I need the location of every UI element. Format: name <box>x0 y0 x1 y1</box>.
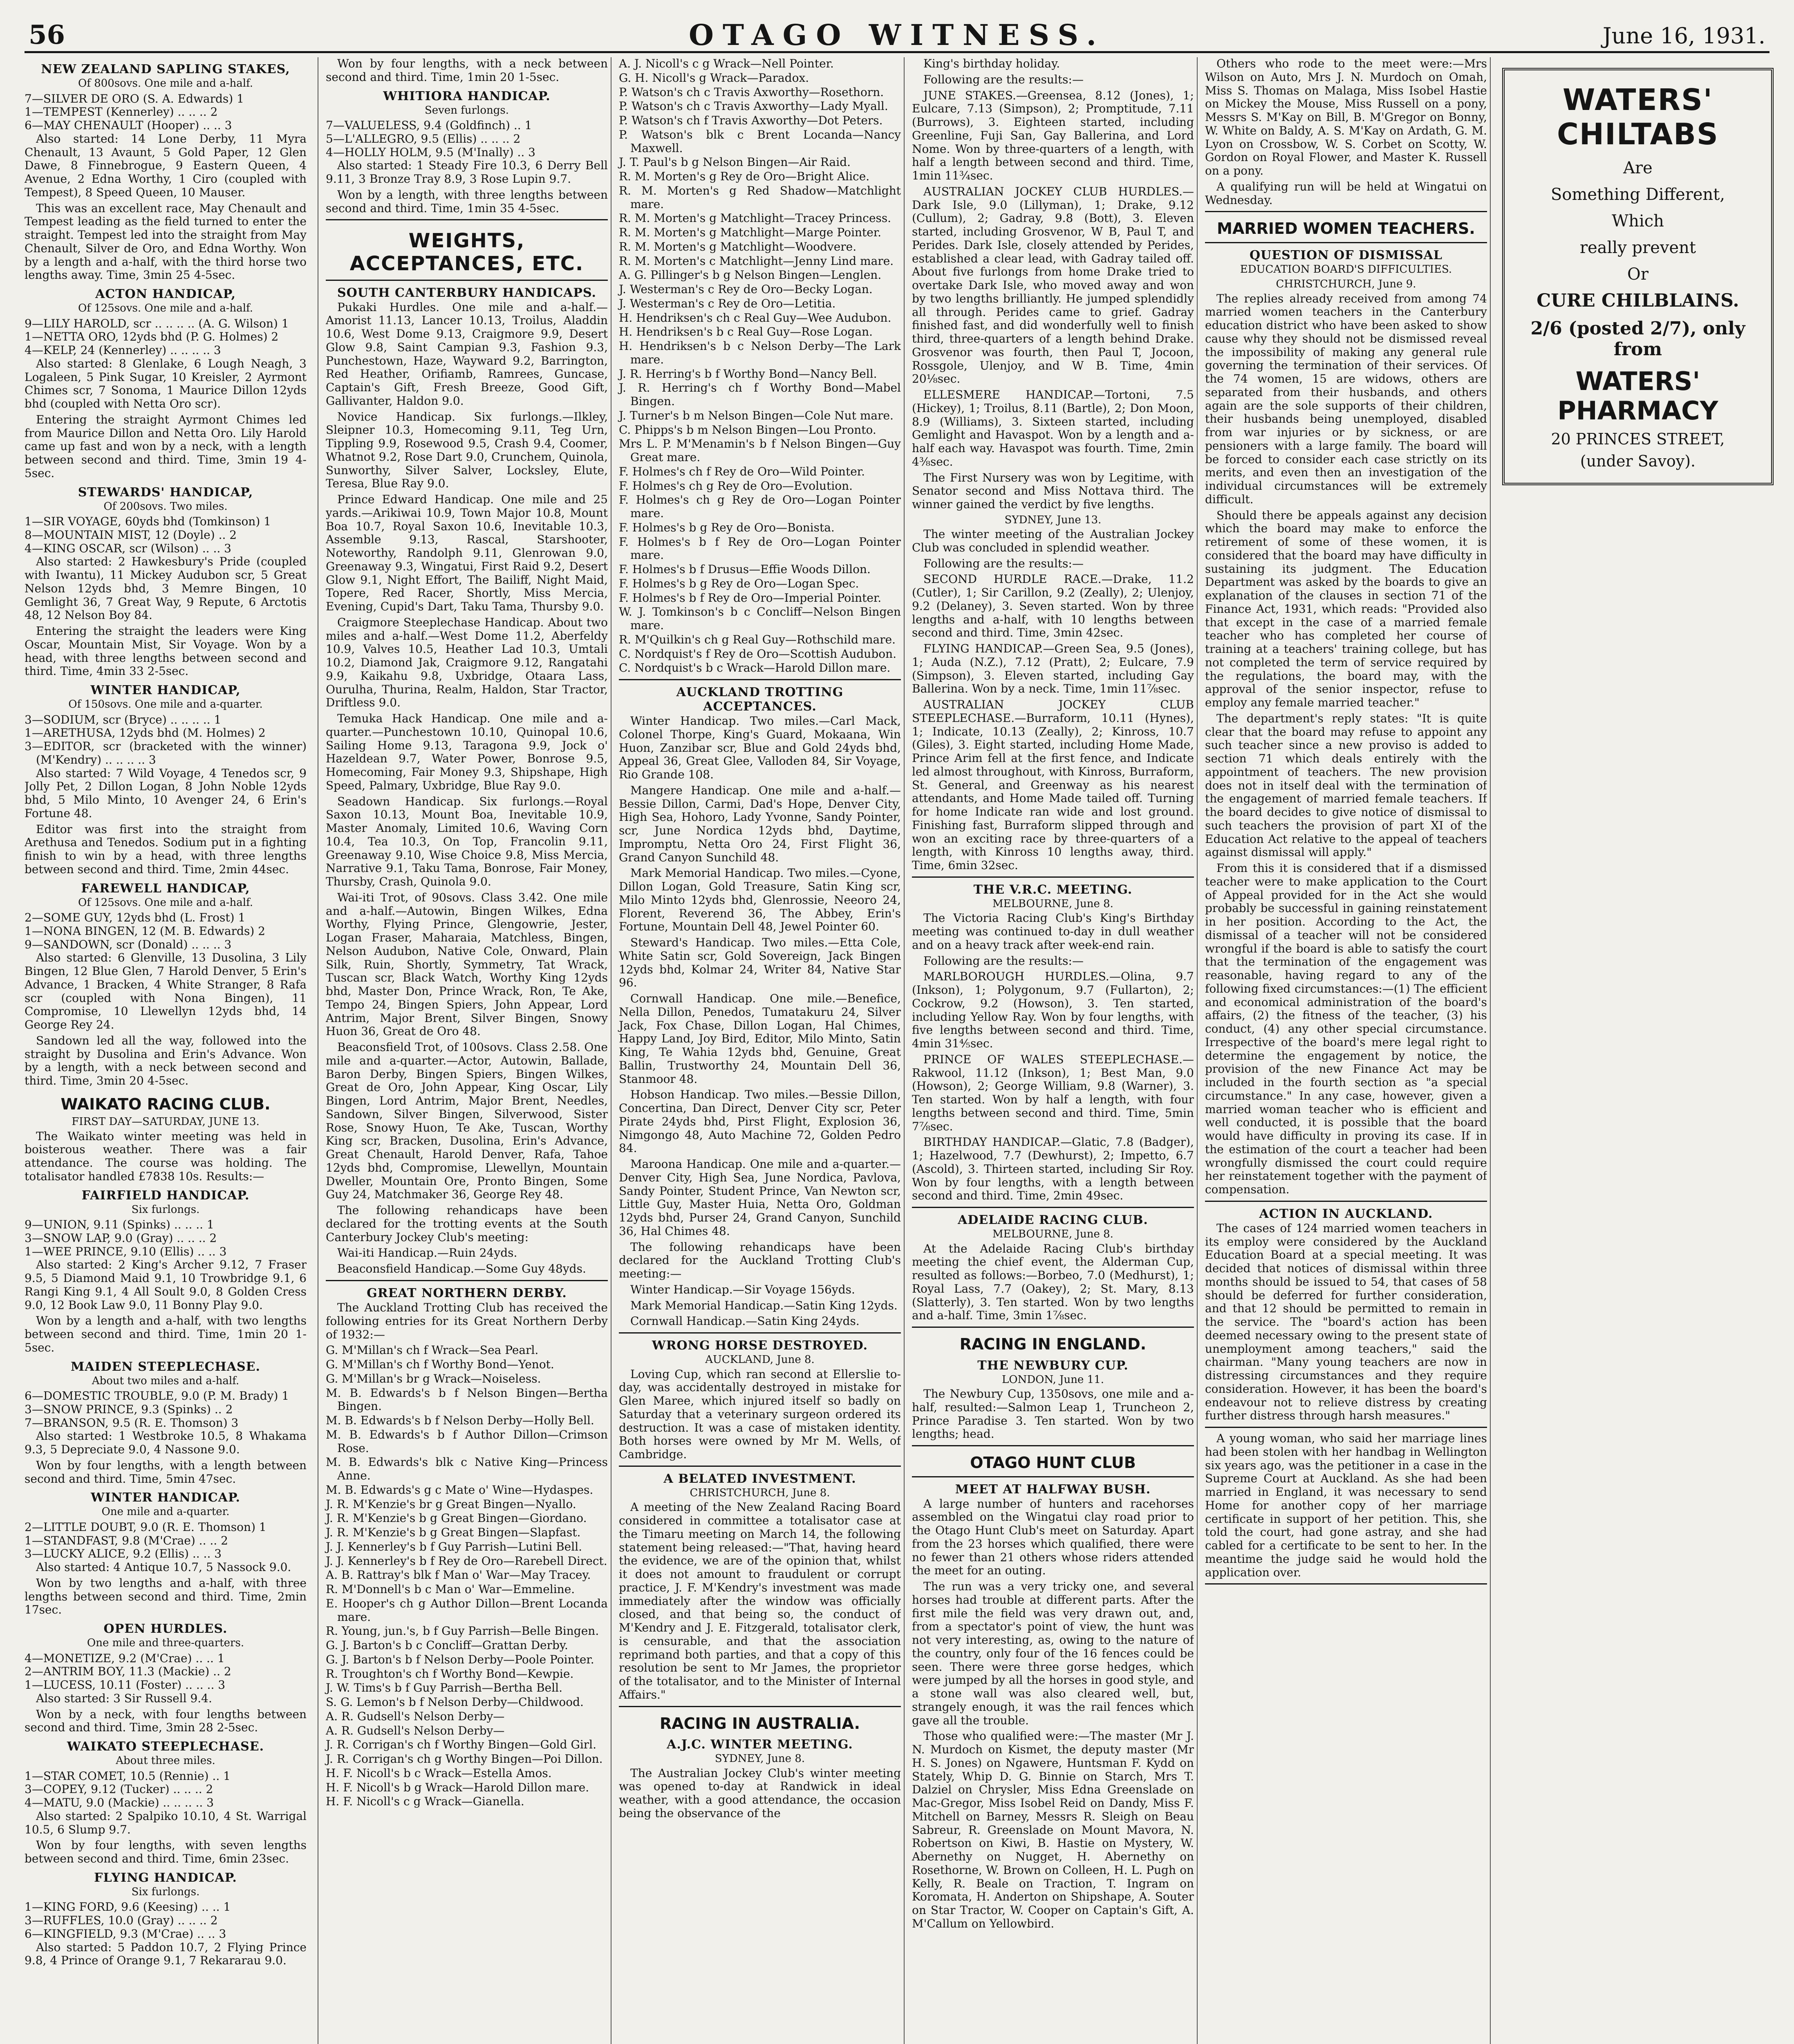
column-5 <box>1197 57 1487 2044</box>
heading-otago-hunt: OTAGO HUNT CLUB <box>970 1454 1136 1472</box>
result-line: 2—LITTLE DOUBT, 9.0 (R. E. Thomson) 1 <box>25 1520 267 1534</box>
paragraph: Beaconsfield Handicap.—Some Guy 48yds. <box>337 1262 586 1276</box>
dateline: AUCKLAND, June 8. <box>705 1354 815 1366</box>
result-line: 3—EDITOR, scr (bracketed with the winner) (M'Kendry) .. .. .. .. 3 <box>25 740 307 766</box>
paragraph: Won by two lengths and a-half, with three lengths between second and third. Time, 2min 17sec. <box>25 1576 307 1617</box>
result-line: 1—LUCESS, 10.11 (Foster) .. .. .. 3 <box>25 1678 226 1692</box>
newspaper-title: OTAGO WITNESS. <box>689 18 1105 52</box>
divider <box>1205 1427 1487 1428</box>
ad-brand: WATERS' CHILTABS <box>1557 83 1719 152</box>
result-line: 1—KING FORD, 9.6 (Keesing) .. .. 1 <box>25 1900 231 1914</box>
entry-line: F. Holmes's b f Drusus—Effie Woods Dillon. <box>619 563 871 576</box>
heading-married-women: MARRIED WOMEN TEACHERS. <box>1217 220 1475 238</box>
paragraph: Cornwall Handicap.—Satin King 24yds. <box>630 1314 860 1328</box>
paragraph: At the Adelaide Racing Club's birthday meeting the chief event, the Alderman Cup, resulted as follows:—Borbeo, 7.0 (Medhurst), 1; Royal Lass, 7.7 (Oakey), 2; St. Mary, 8.13 (Slatterly), 3. Ten started. Won by two lengths and a-half. Time, 3min 1⅞sec. <box>912 1242 1194 1322</box>
paragraph: Also started: 3 Sir Russell 9.4. <box>36 1691 212 1705</box>
dateline: LONDON, June 11. <box>1001 1373 1104 1386</box>
result-line: 8—MOUNTAIN MIST, 12 (Doyle) .. 2 <box>25 528 237 542</box>
divider <box>326 280 608 281</box>
paragraph: Wai-iti Handicap.—Ruin 24yds. <box>337 1246 517 1260</box>
result-line: 7—BRANSON, 9.5 (R. E. Thomson) 3 <box>25 1416 239 1430</box>
divider <box>912 1207 1194 1208</box>
heading-racing-australia: RACING IN AUSTRALIA. <box>659 1714 860 1732</box>
divider <box>1205 211 1487 212</box>
entry-line: R. M. Morten's g Matchlight—Tracey Princess. <box>619 211 891 225</box>
paragraph: Temuka Hack Handicap. One mile and a-quarter.—Punchestown 10.10, Quinopal 10.6, Sailing Home 9.13, Taragona 9.9, Jock o' Hazeldean 9.7, Water Power, Bonrose 9.5, Homecoming, Fair Money 9.3, Shipshape, High Speed, Palmary, Uxbridge, Blue Ray 9.0. <box>326 712 608 792</box>
sub-farewell: Of 125sovs. One mile and a-half. <box>78 896 253 909</box>
entry-line: E. Hooper's ch g Author Dillon—Brent Locanda mare. <box>326 1596 608 1624</box>
paragraph: Also started: 2 Spalpiko 10.10, 4 St. Warrigal 10.5, 6 Slump 9.7. <box>25 1809 307 1836</box>
entry-line: R. M'Donnell's b c Man o' War—Emmeline. <box>326 1582 575 1596</box>
result-line: 4—MATU, 9.0 (Mackie) .. .. .. .. 3 <box>25 1796 214 1810</box>
heading-adelaide: ADELAIDE RACING CLUB. <box>958 1213 1148 1228</box>
result-line: 6—DOMESTIC TROUBLE, 9.0 (P. M. Brady) 1 <box>25 1389 289 1403</box>
ad-line: Which <box>1612 212 1664 231</box>
entry-line: J. R. M'Kenzie's b g Great Bingen—Giordano. <box>326 1511 587 1525</box>
heading-winter2: WINTER HANDICAP. <box>91 1490 240 1505</box>
result-line: 1—ARETHUSA, 12yds bhd (M. Holmes) 2 <box>25 726 266 740</box>
result-line: 3—LUCKY ALICE, 9.2 (Ellis) .. .. 3 <box>25 1547 222 1561</box>
paragraph: Also started: 2 Hawkesbury's Pride (coupled with Iwantu), 11 Mickey Audubon scr, 5 Great Nelson 12yds bhd, 3 Memre Bingen, 10 Gemlight 36, 7 Great Way, 9 Repute, 6 Arctotis 48, 12 Nelson Boy 84. <box>25 555 307 622</box>
paragraph: JUNE STAKES.—Greensea, 8.12 (Jones), 1; Eulcare, 7.13 (Simpson), 2; Promptitude, 7.11 (Burrows), 3. Eighteen started, including Greenline, Fuji San, Gay Ballerina, and Lord Nome. Won by three-quarters of a length, with half a length between second and third. Time, 1min 11¾sec. <box>912 88 1194 182</box>
paragraph: Following are the results:— <box>923 954 1084 968</box>
sub-flying: Six furlongs. <box>131 1885 200 1898</box>
column-6 <box>1490 57 1778 2044</box>
paragraph: AUSTRALIAN JOCKEY CLUB HURDLES.—Dark Isle, 9.0 (Lillyman), 1; Drake, 9.12 (Cullum), 2; Gadray, 9.8 (Bott), 3. Eleven started, including Grosvenor, W B, Paul T, and Perides. Dark Isle, closely attended by Perides, established a clear lead, with Gadray tailed off. About five furlongs from home Drake tried to overtake Dark Isle, who moved away and won by two lengths brilliantly. He jumped splendidly all through. Perides came to grief. Gadray finished fast, and did wonderfully well to finish third, three-quarters of a length behind Drake. Grosvenor was fourth, then Paul T, Jocoon, Rossgole, Ulenjoy, and W B. Time, 4min 20⅛sec. <box>912 184 1194 386</box>
result-line: 4—KING OSCAR, scr (Wilson) .. .. 3 <box>25 541 231 555</box>
divider <box>912 1476 1194 1477</box>
dateline: MELBOURNE, June 8. <box>992 898 1113 910</box>
entry-line: P. Watson's ch f Travis Axworthy—Dot Peters. <box>619 114 883 127</box>
entry-line: F. Holmes's b g Rey de Oro—Bonista. <box>619 520 835 534</box>
entry-line: H. Hendriksen's ch c Real Guy—Wee Audubon. <box>619 311 891 325</box>
entry-line: F. Holmes's b f Rey de Oro—Imperial Pointer. <box>619 591 882 605</box>
divider <box>912 1445 1194 1446</box>
paragraph: Also started: 7 Wild Voyage, 4 Tenedos scr, 9 Jolly Pet, 2 Dillon Logan, 8 John Noble 12yds bhd, 5 Milo Minto, 10 Avenger 24, 6 Erin's Fortune 48. <box>25 766 307 820</box>
result-line: 1—STAR COMET, 10.5 (Rennie) .. 1 <box>25 1769 231 1783</box>
result-line: 9—UNION, 9.11 (Spinks) .. .. .. 1 <box>25 1218 214 1232</box>
sub-acton: Of 125sovs. One mile and a-half. <box>78 302 253 315</box>
entry-line: C. Nordquist's f Rey de Oro—Scottish Audubon. <box>619 647 897 661</box>
result-line: 3—COPEY, 9.12 (Tucker) .. .. .. 2 <box>25 1782 213 1796</box>
entry-line: J. Turner's b m Nelson Bingen—Cole Nut mare. <box>619 408 894 422</box>
entry-line: J. R. Herring's ch f Worthy Bond—Mabel Bingen. <box>619 381 901 408</box>
result-line: 3—SODIUM, scr (Bryce) .. .. .. .. 1 <box>25 713 222 726</box>
entry-line: J. R. M'Kenzie's br g Great Bingen—Nyallo. <box>326 1497 576 1511</box>
entry-line: G. M'Millan's ch f Worthy Bond—Yenot. <box>326 1358 554 1371</box>
paragraph: Also started: 6 Glenville, 13 Dusolina, 3 Lily Bingen, 12 Blue Glen, 7 Harold Denver, 5 Erin's Advance, 1 Bracken, 4 White Stranger, 8 Rafa scr (coupled with Nona Bingen), 11 Compromise, 10 Llewellyn 12yds bhd, 14 George Rey 24. <box>25 951 307 1031</box>
paragraph: The following rehandicaps have been declared for the Auckland Trotting Club's meeting:— <box>619 1240 901 1281</box>
paragraph: The First Nursery was won by Legitime, with Senator second and Miss Nottava third. The winner gained the verdict by five lengths. <box>912 471 1194 511</box>
entry-line: Mrs L. P. M'Menamin's b f Nelson Bingen—Guy Great mare. <box>619 437 901 464</box>
entry-line: R. M. Morten's g Matchlight—Marge Pointer. <box>619 226 882 239</box>
paragraph: This was an excellent race, May Chenault and Tempest leading as the field turned to enter the straight. Tempest led into the straight from May Chenault, Silver de Oro, and Edna Worthy. Won by a length and a-half, with the third horse two lengths away. Time, 3min 25 4-5sec. <box>25 201 307 282</box>
paragraph: SECOND HURDLE RACE.—Drake, 11.2 (Cutler), 1; Sir Carillon, 9.2 (Zeally), 2; Ulenjoy, 9.2 (Delaney), 3. Seven started. Won by three lengths and a-half, with 10 lengths between second and third. Time, 3min 42sec. <box>912 572 1194 640</box>
paragraph: Seadown Handicap. Six furlongs.—Royal Saxon 10.13, Mount Boa, Inevitable 10.9, Master Anomaly, Limited 10.6, Waving Corn 10.4, Tea 10.3, On Top, Francolin 9.11, Greenaway 9.10, Wise Choice 9.8, Miss Mercia, Narrative 9.1, Taku Tama, Bonrose, Fair Money, Thursby, Crash, Quinola 9.0. <box>326 794 608 889</box>
paragraph: Editor was first into the straight from Arethusa and Tenedos. Sodium put in a fighting finish to win by a head, with three lengths between second and third. Time, 2min 44sec. <box>25 822 307 876</box>
entry-line: M. B. Edwards's blk c Native King—Princess Anne. <box>326 1455 608 1482</box>
paragraph: Hobson Handicap. Two miles.—Bessie Dillon, Concertina, Dan Direct, Denver City scr, Peter Pirate 24yds bhd, Pirst Flight, Explosion 36, Nimgongo 48, Auto Machine 72, Golden Pedro 84. <box>619 1088 901 1155</box>
divider <box>619 1706 901 1707</box>
entry-line: F. Holmes's ch f Rey de Oro—Wild Pointer. <box>619 464 865 478</box>
entry-line: P. Watson's blk c Brent Locanda—Nancy Maxwell. <box>619 128 901 155</box>
result-line: 2—ANTRIM BOY, 11.3 (Mackie) .. 2 <box>25 1665 231 1679</box>
entry-line: J. R. Corrigan's ch f Worthy Bingen—Gold Girl. <box>326 1738 597 1752</box>
entry-line: J. W. Tims's b f Guy Parrish—Bertha Bell. <box>326 1681 563 1695</box>
paragraph: The Victoria Racing Club's King's Birthday meeting was continued to-day in dull weather and on a heavy track after week-end rain. <box>912 911 1194 952</box>
entry-line: R. M. Morten's g Red Shadow—Matchlight mare. <box>619 184 901 211</box>
entry-line: R. M'Quilkin's ch g Real Guy—Rothschild mare. <box>619 632 896 646</box>
result-line: 1—NETTA ORO, 12yds bhd (P. G. Holmes) 2 <box>25 330 279 344</box>
paragraph: Craigmore Steeplechase Handicap. About two miles and a-half.—West Dome 11.2, Aberfeldy 10.9, Valves 10.5, Heather Lad 10.3, Umtali 10.2, Diamond Jak, Craigmore 9.12, Rangatahi 9.9, Kaikahu 9.8, Uxbridge, Otaara Lass, Ourulha, Thurina, Realm, Haldon, Star Tractor, Driftless 9.0. <box>326 615 608 710</box>
sub-waikato-steeple: About three miles. <box>116 1755 215 1767</box>
entry-line: F. Holmes's b f Rey de Oro—Logan Pointer mare. <box>619 535 901 562</box>
ad-line: Are <box>1623 159 1653 178</box>
paragraph: A young woman, who said her marriage lines had been stolen with her handbag in Wellington six years ago, was the petitioner in a case in the Supreme Court at Auckland. As she had been married in England, it was necessary to send Home for another copy of her marriage certificate in support of her petition. This, she told the court, had gone astray, and she had cabled for a certificate to be sent to her. In the meantime the judge said he would hold the application over. <box>1205 1432 1487 1579</box>
entry-line: M. B. Edwards's g c Mate o' Wine—Hydaspes. <box>326 1483 594 1497</box>
paragraph: Those who qualified were:—The master (Mr J. N. Murdoch on Kismet, the deputy master (Mr H. S. Jones) on Ngawere, Huntsman F. Kydd on Stately, Whip D. G. Binnie on Starch, Mrs T. Dalziel on Chrysler, Miss Edna Greenslade on Mac-Gregor, Miss Isobel Reid on Dandy, Miss F. Mitchell on Barney, Messrs R. Sleigh on Beau Sabreur, R. Greenslade on Mount Mavora, N. Robertson on Kiwi, B. Hastie on Mystery, W. Abernethy on Nugget, H. Abernethy on Rosethorne, W. Brown on Colleen, H. L. Pugh on Kelly, R. Beale on Traction, T. Ingram on Koromata, H. Anderton on Shipshape, A. Souter on Star Tractor, W. Cooper on Captain's Gift, A. M'Callum on Yellowbird. <box>912 1729 1194 1930</box>
result-line: 3—SNOW LAP, 9.0 (Gray) .. .. .. 2 <box>25 1231 217 1245</box>
result-line: 1—TEMPEST (Kennerley) .. .. .. 2 <box>25 105 218 119</box>
divider <box>1205 242 1487 243</box>
ad-line: really prevent <box>1579 238 1696 257</box>
sub-open: One mile and three-quarters. <box>87 1637 244 1650</box>
paragraph: Also started: 2 King's Archer 9.12, 7 Fraser 9.5, 5 Diamond Maid 9.1, 10 Trowbridge 9.1, 6 Rangi King 9.1, 4 All Soult 9.0, 8 Golden Cress 9.0, 12 Book Law 9.0, 11 Bonny Play 9.0. <box>25 1258 307 1312</box>
divider <box>1205 1201 1487 1202</box>
sub-sapling: Of 800sovs. One mile and a-half. <box>78 77 253 90</box>
masthead <box>25 12 1769 53</box>
sub-dismissal: QUESTION OF DISMISSAL <box>1249 248 1443 262</box>
dateline: SYDNEY, June 8. <box>714 1753 805 1765</box>
paragraph: Also started: 4 Antique 10.7, 5 Nassock 9.0. <box>36 1560 291 1574</box>
result-line: 5—L'ALLEGRO, 9.5 (Ellis) .. .. .. 2 <box>326 132 521 146</box>
paragraph: Won by a neck, with four lengths between second and third. Time, 3min 28 2-5sec. <box>25 1707 307 1735</box>
paragraph: BIRTHDAY HANDICAP.—Glatic, 7.8 (Badger), 1; Hazelwood, 7.7 (Dewhurst), 2; Impetto, 6.7 (Ascold), 3. Thirteen started, including Sir Roy. Won by four lengths, with a length between second and third. Time, 2min 49sec. <box>912 1135 1194 1203</box>
entry-line: H. Hendriksen's b c Real Guy—Rose Logan. <box>619 325 873 339</box>
heading-open: OPEN HURDLES. <box>103 1622 228 1636</box>
heading-auckland-trotting: AUCKLAND TROTTING ACCEPTANCES. <box>676 685 844 714</box>
entry-line: R. Troughton's ch f Worthy Bond—Kewpie. <box>326 1667 574 1681</box>
ad-address: 20 PRINCES STREET, <box>1551 430 1725 448</box>
divider <box>912 876 1194 878</box>
entry-line: P. Watson's ch c Travis Axworthy—Lady Myall. <box>619 99 888 113</box>
paragraph: Following are the results:— <box>923 556 1084 570</box>
entry-line: J. R. M'Kenzie's b g Great Bingen—Slapfast. <box>326 1526 581 1539</box>
entry-line: A. B. Rattray's blk f Man o' War—May Tracey. <box>326 1568 591 1582</box>
ad-pharmacy: WATERS' PHARMACY <box>1557 366 1718 426</box>
result-line: 1—SIR VOYAGE, 60yds bhd (Tomkinson) 1 <box>25 515 271 528</box>
paragraph: AUSTRALIAN JOCKEY CLUB STEEPLECHASE.—Burraform, 10.11 (Hynes), 1; Indicate, 10.13 (Zeally), 2; Kinross, 10.7 (Giles), 3. Eight started, including Home Made, Prince Arim fell at the first fence, and Indicate led almost throughout, with Kinross, Burraform, St. General, and Greenway as his nearest attendants, and Home Made tailed off. Turning for home Indicate ran wide and lost ground. Finishing fast, Burraform slipped through and won an exciting race by three-quarters of a length, with Kinross 10 lengths away, third. Time, 6min 32sec. <box>912 698 1194 872</box>
paragraph: Mark Memorial Handicap. Two miles.—Cyone, Dillon Logan, Gold Treasure, Satin King scr, Milo Minto 12yds bhd, Glenrossie, Neeoro 24, Florent, Reverend 36, The Abbey, Erin's Fortune, Mountain Dell 48, Jewel Pointer 60. <box>619 866 901 934</box>
result-line: 3—SNOW PRINCE, 9.3 (Spinks) .. 2 <box>25 1402 233 1416</box>
paragraph: Wai-iti Trot, of 90sovs. Class 3.42. One mile and a-half.—Autowin, Bingen Wilkes, Edna Worthy, Flying Prince, Glengowrie, Jester, Logan Fraser, Maharaia, Matchless, Bingen, Nelson Audubon, Native Cole, Onward, Plain Silk, Ruin, Shortly, Symmetry, Tat Wrack, Tuscan scr, Black Watch, Worthy King 12yds bhd, Master Don, Prince Wrack, Ron, Te Ake, Tempo 24, Bingen Spiers, John Appear, Lord Antrim, Major Brent, Silver Bingen, Snowy Huon 36, Great de Oro 48. <box>326 890 608 1038</box>
paragraph: The run was a very tricky one, and several horses had trouble at different parts. After the first mile the field was very drawn out, and, from a spectator's point of view, the hunt was not very interesting, as, owing to the nature of the country, only four of the 16 fences could be seen. There were three gorse hedges, which were jumped by all the horses in good style, and a stone wall was also cleared well, but, strangely enough, it was the rail fences which gave all the trouble. <box>912 1580 1194 1727</box>
heading-farewell: FAREWELL HANDICAP, <box>81 881 250 896</box>
entry-line: J. R. Herring's b f Worthy Bond—Nancy Bell. <box>619 367 877 381</box>
entry-line: H. F. Nicoll's b g Wrack—Harold Dillon mare. <box>326 1780 589 1794</box>
result-line: 1—STANDFAST, 9.8 (M'Crae) .. .. 2 <box>25 1533 228 1547</box>
entry-line: F. Holmes's b g Rey de Oro—Logan Spec. <box>619 576 859 590</box>
advertisement-chiltabs <box>1502 68 1774 485</box>
paragraph: Also started: 14 Lone Derby, 11 Myra Chenault, 13 Avaunt, 5 Gold Paper, 12 Glen Dawe, 8 Finnebrogue, 9 Eastern Queen, 4 Avenue, 2 Edna Worthy, 1 Ciro (coupled with Tempest), 8 Speed Queen, 10 Mauser. <box>25 132 307 199</box>
divider <box>326 1280 608 1281</box>
paragraph: Cornwall Handicap. One mile.—Benefice, Nella Dillon, Penedos, Tumatakuru 24, Silver Jack, Fox Chase, Dillon Logan, Hal Chimes, Happy Land, Joy Bird, Editor, Milo Minto, Satin King, Te Wahia 12yds bhd, Genuine, Great Ballin, Trustworthy 24, Mountain Dell 36, Stanmoor 48. <box>619 992 901 1086</box>
ad-line: CURE CHILBLAINS. <box>1536 290 1739 312</box>
sub-newbury: THE NEWBURY CUP. <box>977 1358 1129 1373</box>
columns <box>25 57 1769 2044</box>
entry-line: A. J. Nicoll's c g Wrack—Nell Pointer. <box>619 57 834 70</box>
heading-waikato: WAIKATO RACING CLUB. <box>60 1095 271 1113</box>
paragraph: Should there be appeals against any decision which the board may make to enforce the retirement of some of these women, it is considered that the board may have difficulty in sustaining its judgment. The Education Department was asked by the boards to give an explanation of the clauses in section 71 of the Finance Act, 1931, which reads: "Provided also that except in the case of a married female teacher who has completed her course of training at a teachers' training college, but has not completed the term of service required by the regulations, the board may, with the approval of the senior inspector, refuse to employ any female married teacher." <box>1205 508 1487 710</box>
sub-winter2: One mile and a-quarter. <box>101 1506 230 1518</box>
paragraph: The following rehandicaps have been declared for the trotting events at the South Canterbury Jockey Club's meeting: <box>326 1204 608 1244</box>
heading-racing-england: RACING IN ENGLAND. <box>959 1335 1147 1354</box>
column-3 <box>611 57 901 2044</box>
entry-line: C. Phipps's b m Nelson Bingen—Lou Pronto. <box>619 423 876 437</box>
heading-belated: A BELATED INVESTMENT. <box>663 1471 856 1486</box>
paragraph: Won by a length and a-half, with two lengths between second and third. Time, 1min 20 1-5sec. <box>25 1314 307 1354</box>
paragraph: Won by four lengths, with a length between second and third. Time, 5min 47sec. <box>25 1458 307 1486</box>
entry-line: J. R. Corrigan's ch g Worthy Bingen—Poi Dillon. <box>326 1752 603 1766</box>
paragraph: Others who rode to the meet were:—Mrs Wilson on Auto, Mrs J. N. Murdoch on Omah, Miss S. Thomas on Malaga, Miss Isobel Hastie on Mickey the Mouse, Miss Russell on a pony, Messrs S. M'Kay on Bill, B. M'Gregor on Bonny, W. White on Baldy, A. S. M'Kay on Ardath, G. M. Lyon on Crossbow, W. S. Corbet on Scotty, W. Gordon on Royal Flower, and Master K. Russell on a pony. <box>1205 57 1487 177</box>
entry-line: H. F. Nicoll's b c Wrack—Estella Amos. <box>326 1766 552 1780</box>
entry-line: G. H. Nicoll's g Wrack—Paradox. <box>619 71 809 85</box>
paragraph: Pukaki Hurdles. One mile and a-half.—Amorist 11.13, Lancer 10.13, Troilus, Aladdin 10.6, West Dome 9.13, Craigmore 9.9, Desert Glow 9.8, Saint Campian 9.3, Fashion 9.3, Punchestown, Haze, Wayward 9.2, Barrington, Red Heather, Orifiamb, Ramrees, Guncase, Captain's Gift, Fresh Breeze, Good Gift, Gallivanter, Haldon 9.0. <box>326 300 608 408</box>
paragraph: Following are the results:— <box>923 72 1084 86</box>
heading-waikato-steeple: WAIKATO STEEPLECHASE. <box>67 1739 264 1754</box>
entries-list <box>619 57 901 675</box>
entry-line: M. B. Edwards's b f Author Dillon—Crimson Rose. <box>326 1428 608 1455</box>
paragraph: The department's reply states: "It is quite clear that the board may refuse to appoint any such teacher since a new proviso is added to section 71 which deals entirely with the appointment of teachers. The new provision does not in itself deal with the termination of the engagement of married female teachers. If the board decides to give notice of dismissal to such teachers the provision of part XI of the Education Act relative to the appeal of teachers against dismissal will apply." <box>1205 711 1487 859</box>
paragraph: The Waikato winter meeting was held in boisterous weather. There was a fair attendance. The course was holding. The totalisator handled £7838 10s. Results:— <box>25 1129 307 1183</box>
paragraph: Sandown led all the way, followed into the straight by Dusolina and Erin's Advance. Won by a length, with a neck between second and third. Time, 3min 20 4-5sec. <box>25 1033 307 1087</box>
column-1 <box>25 57 307 2044</box>
paragraph: FLYING HANDICAP.—Green Sea, 9.5 (Jones), 1; Auda (N.Z.), 7.12 (Pratt), 2; Eulcare, 7.9 (Simpson), 3. Eleven started, including Gay Ballerina. Won by a neck. Time, 1min 11⅞sec. <box>912 642 1194 696</box>
paragraph: The Australian Jockey Club's winter meeting was opened to-day at Randwick in ideal weather, with a good attendance, the occasion being the observance of the <box>619 1766 901 1820</box>
ad-note: (under Savoy). <box>1580 452 1696 471</box>
column-4 <box>904 57 1194 2044</box>
paragraph: MARLBOROUGH HURDLES.—Olina, 9.7 (Inkson), 1; Polygonum, 9.7 (Fullarton), 2; Cockrow, 9.2 (Howson), 3. Ten started, including Yellow Ray. Won by four lengths, with five lengths between second and third. Time, 4min 31⅘sec. <box>912 970 1194 1051</box>
entry-line: W. J. Tomkinson's b c Concliff—Nelson Bingen mare. <box>619 605 901 632</box>
heading-flying: FLYING HANDICAP. <box>94 1870 237 1885</box>
paragraph: King's birthday holiday. <box>923 57 1060 70</box>
dateline: CHRISTCHURCH, June 9. <box>1276 278 1416 291</box>
heading-action-auckland: ACTION IN AUCKLAND. <box>1259 1206 1433 1221</box>
result-line: 1—WEE PRINCE, 9.10 (Ellis) .. .. 3 <box>25 1244 227 1258</box>
entry-line: A. R. Gudsell's Nelson Derby— <box>326 1724 505 1737</box>
entry-line: S. G. Lemon's b f Nelson Derby—Childwood. <box>326 1695 584 1709</box>
entry-line: A. R. Gudsell's Nelson Derby— <box>326 1709 505 1723</box>
heading-great-northern: GREAT NORTHERN DERBY. <box>367 1286 567 1300</box>
paragraph: Novice Handicap. Six furlongs.—Ilkley, Sleipner 10.3, Homecoming 9.11, Teg Urn, Tippling 9.9, Rosewood 9.5, Crash 9.4, Coomer, Whatnot 9.2, Rose Dart 9.0, Crunchem, Quinola, Sunworthy, Silver Salver, Locksley, Elute, Teresa, Blue Ray 9.0. <box>326 410 608 491</box>
kicker: EDUCATION BOARD'S DIFFICULTIES. <box>1240 263 1452 276</box>
ad-line: Something Different, <box>1550 185 1725 204</box>
divider <box>619 679 901 680</box>
entry-line: G. J. Barton's b c Concliff—Grattan Derby. <box>326 1638 568 1652</box>
paragraph: The winter meeting of the Australian Jockey Club was concluded in splendid weather. <box>912 527 1194 554</box>
heading-wrong-horse: WRONG HORSE DESTROYED. <box>652 1338 868 1353</box>
paragraph: Maroona Handicap. One mile and a-quarter.—Denver City, High Sea, June Nordica, Pavlova, Sandy Pointer, Student Prince, Van Newton scr, Little Guy, Master Huia, Netta Oro, Goldman 12yds bhd, Purser 24, Grand Canyon, Sunchild 36, Hal Chimes 48. <box>619 1157 901 1238</box>
divider <box>912 1327 1194 1328</box>
issue-date: June 16, 1931. <box>1603 23 1765 49</box>
dateline: MELBOURNE, June 8. <box>992 1228 1113 1241</box>
heading-south-canterbury: SOUTH CANTERBURY HANDICAPS. <box>337 285 596 300</box>
entry-line: J. Westerman's c Rey de Oro—Letitia. <box>619 296 836 310</box>
paragraph: Won by four lengths, with a neck between second and third. Time, 1min 20 1-5sec. <box>326 57 608 84</box>
divider <box>1205 1583 1487 1585</box>
paragraph: Steward's Handicap. Two miles.—Etta Cole, White Satin scr, Gold Sovereign, Jack Bingen 12yds bhd, Kolmar 24, Writer 84, Native Star 96. <box>619 936 901 990</box>
divider <box>326 219 608 220</box>
page-number: 56 <box>29 20 65 50</box>
entry-line: G. M'Millan's br g Wrack—Noiseless. <box>326 1372 541 1385</box>
heading-acton: ACTON HANDICAP, <box>95 287 236 301</box>
column-2 <box>318 57 608 2044</box>
dayline-waikato: FIRST DAY—SATURDAY, JUNE 13. <box>72 1116 260 1128</box>
sub-winter: Of 150sovs. One mile and a-quarter. <box>68 698 263 711</box>
heading-whitiora: WHITIORA HANDICAP. <box>383 89 551 103</box>
paragraph: Also started: 1 Steady Fire 10.3, 6 Derry Bell 9.11, 3 Bronze Tray 8.9, 3 Rose Lupin 9.7. <box>326 159 608 186</box>
sub-fairfield: Six furlongs. <box>131 1203 200 1216</box>
heading-maiden: MAIDEN STEEPLECHASE. <box>71 1359 260 1374</box>
divider <box>619 1332 901 1334</box>
paragraph: PRINCE OF WALES STEEPLECHASE.—Rakwool, 11.12 (Inkson), 1; Best Man, 9.0 (Howson), 2; George William, 9.8 (Warner), 3. Ten started. Won by half a length, with four lengths between second and third. Time, 5min 7⅞sec. <box>912 1052 1194 1133</box>
heading-fairfield: FAIRFIELD HANDICAP. <box>81 1188 250 1203</box>
result-line: 6—MAY CHENAULT (Hooper) .. .. 3 <box>25 119 232 132</box>
entry-line: H. F. Nicoll's c g Wrack—Gianella. <box>326 1795 524 1809</box>
paragraph: A qualifying run will be held at Wingatui on Wednesday. <box>1205 179 1487 207</box>
entry-line: R. M. Morten's g Matchlight—Woodvere. <box>619 240 857 253</box>
paragraph: Also started: 1 Westbroke 10.5, 8 Whakama 9.3, 5 Depreciate 9.0, 4 Nassone 9.0. <box>25 1429 307 1457</box>
result-line: 4—KELP, 24 (Kennerley) .. .. .. .. 3 <box>25 343 221 357</box>
entry-line: A. G. Pillinger's b g Nelson Bingen—Lenglen. <box>619 268 882 282</box>
entry-line: H. Hendriksen's b c Nelson Derby—The Lark mare. <box>619 339 901 366</box>
entry-line: F. Holmes's ch g Rey de Oro—Evolution. <box>619 479 853 493</box>
sub-stewards: Of 200sovs. Two miles. <box>103 500 228 513</box>
result-line: 3—RUFFLES, 10.0 (Gray) .. .. .. 2 <box>25 1914 218 1927</box>
acceptances-list <box>619 715 901 1328</box>
result-line: 4—MONETIZE, 9.2 (M'Crae) .. .. 1 <box>25 1651 225 1665</box>
entry-line: J. T. Paul's b g Nelson Bingen—Air Raid. <box>619 155 851 169</box>
result-line: 4—HOLLY HOLM, 9.5 (M'Inally) .. 3 <box>326 145 535 159</box>
result-line: 9—LILY HAROLD, scr .. .. .. .. (A. G. Wilson) 1 <box>25 316 289 330</box>
paragraph: Also started: 5 Paddon 10.7, 2 Flying Prince 9.8, 4 Prince of Orange 9.1, 7 Rekararau 9.0. <box>25 1940 307 1968</box>
entry-line: J. J. Kennerley's b f Guy Parrish—Lutini Bell. <box>326 1540 582 1553</box>
result-line: 7—VALUELESS, 9.4 (Goldfinch) .. 1 <box>326 119 532 132</box>
paragraph: Prince Edward Handicap. One mile and 25 yards.—Arikiwai 10.9, Town Major 10.8, Mount Boa 10.7, Royal Saxon 10.6, Inevitable 10.3, Assemble 9.13, Rascal, Starshooter, Noteworthy, Randolph 9.11, Glenrowan 9.0, Greenaway 9.3, Wingatui, First Raid 9.2, Desert Glow 9.1, Night Effort, The Bailiff, Night Maid, Topere, Red Racer, Shortly, Miss Mercia, Evening, Cupid's Dart, Taku Tama, Thursby 9.0. <box>326 493 608 614</box>
dateline: CHRISTCHURCH, June 8. <box>690 1487 830 1499</box>
paragraph: A meeting of the New Zealand Racing Board considered in committee a totalisator case at the Timaru meeting on March 14, the following statement being released:—"That, having heard the evidence, we are of the opinion that, whilst it does not amount to fraudulent or corrupt practice, J. F. M'Kendry's investment was made immediately after the window was officially closed, and that being so, the conduct of M'Kendry and J. E. Fitzgerald, totalisator clerk, is censurable, and that the association reprimand both parties, and that a copy of this resolution be sent to Mr James, the proprietor of the totalisator, and to the Minister of Internal Affairs." <box>619 1500 901 1701</box>
ad-line: Or <box>1627 264 1648 284</box>
entry-line: F. Holmes's ch g Rey de Oro—Logan Pointer mare. <box>619 493 901 520</box>
result-line: 1—NONA BINGEN, 12 (M. B. Edwards) 2 <box>25 924 265 938</box>
paragraph: From this it is considered that if a dismissed teacher were to make application to the Court of Appeal provided for in the Act she would probably be successful in gaining reinstatement in her position. According to the Act, the dismissal of a teacher will not be considered wrongful if the board is able to satisfy the court that the termination of the engagement was reasonable, having regard to any of the following fixed circumstances:—(1) The efficient and economical administration of the board's affairs, (2) the fitness of the teacher, (3) his conduct, (4) any other special circumstance. Irrespective of the board's mere legal right to determine the engagement by notice, the provision of the new Finance Act may be included in the fourth section as "a special circumstance." In any case, however, given a married woman teacher who is efficient and well conducted, it is possible that the board would have difficulty in proving its case. If in the estimation of the court a teacher had been wrongfully dismissed the court could require her reinstatement together with the payment of compensation. <box>1205 861 1487 1197</box>
sub-whitiora: Seven furlongs. <box>424 104 509 117</box>
paragraph: Mark Memorial Handicap.—Satin King 12yds. <box>630 1298 898 1312</box>
paragraph: Winter Handicap. Two miles.—Carl Mack, Colonel Thorpe, King's Guard, Mokaana, Win Huon, Zanzibar scr, Blue and Gold 24yds bhd, Appeal 36, Great Glee, Valloden 84, Sir Voyage, Rio Grande 108. <box>619 714 901 782</box>
result-line: 7—SILVER DE ORO (S. A. Edwards) 1 <box>25 92 244 105</box>
entry-line: R. M. Morten's c Matchlight—Jenny Lind mare. <box>619 254 894 268</box>
result-line: 2—SOME GUY, 12yds bhd (L. Frost) 1 <box>25 911 246 924</box>
paragraph: Beaconsfield Trot, of 100sovs. Class 2.58. One mile and a-quarter.—Actor, Autowin, Ballade, Baron Derby, Bingen Spiers, Bingen Wilkes, Great de Oro, John Appear, King Oscar, Lily Bingen, Lord Antrim, Major Brent, Needles, Sandown, Silver Bingen, Silverwood, Sister Rose, Snowy Huon, Te Ake, Tuscan, Worthy King scr, Bracken, Dusolina, Erin's Advance, Great Chenault, Harold Denver, Rafa, Tahoe 12yds bhd, Compromise, Llewellyn, Mountain Dweller, Mountain Ore, Pronto Bingen, Some Guy 24, Matchmaker 36, George Rey 48. <box>326 1040 608 1201</box>
entries-list <box>326 1344 608 1809</box>
entry-line: C. Nordquist's b c Wrack—Harold Dillon mare. <box>619 661 891 675</box>
paragraph: A large number of hunters and racehorses assembled on the Wingatui clay road prior to the Otago Hunt Club's meet on Saturday. Apart from the 23 horses which qualified, there were no fewer than 21 others whose riders attended the meet for an outing. <box>912 1497 1194 1578</box>
heading-winter: WINTER HANDICAP, <box>90 683 241 697</box>
entry-line: R. Young, jun.'s, b f Guy Parrish—Belle Bingen. <box>326 1624 599 1638</box>
paragraph: The Auckland Trotting Club has received the following entries for its Great Northern Derby of 1932:— <box>326 1301 608 1341</box>
entry-line: J. Westerman's c Rey de Oro—Becky Logan. <box>619 282 873 296</box>
paragraph: The replies already received from among 74 married women teachers in the Canterbury education district who have been asked to show cause why they should not be dismissed reveal the impossibility of making any general rule governing the termination of their services. Of the 74 women, 15 are widows, others are separated from their husbands, and others again are the sole supports of their children, their husbands being unemployed, disabled from war injuries or by sickness, or are pensioners with a large family. The board will be forced to consider each case strictly on its merits, and even then an investigation of the individual circumstances will be extremely difficult. <box>1205 291 1487 506</box>
paragraph: Won by four lengths, with seven lengths between second and third. Time, 6min 23sec. <box>25 1838 307 1866</box>
paragraph: Entering the straight the leaders were King Oscar, Mountain Mist, Sir Voyage. Won by a head, with three lengths between second and third. Time, 4min 33 2-5sec. <box>25 624 307 678</box>
dateline: SYDNEY, June 13. <box>1004 513 1102 526</box>
paragraph: Mangere Handicap. One mile and a-half.—Bessie Dillon, Carmi, Dad's Hope, Denver City, High Sea, Hohoro, Lady Yvonne, Sandy Pointer, scr, June Nordica 12yds bhd, Daytime, Impromptu, Netta Oro 24, First Flight 36, Grand Canyon Sunchild 48. <box>619 783 901 864</box>
entry-line: J. J. Kennerley's b f Rey de Oro—Rarebell Direct. <box>326 1554 607 1568</box>
paragraph: Also started: 8 Glenlake, 6 Lough Neagh, 3 Logaleen, 5 Pink Sugar, 10 Kreisler, 2 Ayrmont Chimes scr, 7 Sonoma, 1 Maurice Dillon 12yds bhd (coupled with Netta Oro scr). <box>25 356 307 410</box>
paragraph: The Newbury Cup, 1350sovs, one mile and a-half, resulted:—Salmon Leap 1, Truncheon 2, Prince Paradise 3. Ten started. Won by two lengths; head. <box>912 1387 1194 1441</box>
ad-price: 2/6 (posted 2/7), only from <box>1530 318 1745 360</box>
divider <box>619 1466 901 1467</box>
paragraph: ELLESMERE HANDICAP.—Tortoni, 7.5 (Hickey), 1; Troilus, 8.11 (Bartle), 2; Don Moon, 8.9 (Williams), 3. Sixteen started, including Gemlight and Havaspot. Won by a length and a-half each way. Havaspot was fourth. Time, 2min 4⅜sec. <box>912 388 1194 468</box>
entry-line: G. J. Barton's b f Nelson Derby—Poole Pointer. <box>326 1652 594 1666</box>
paragraph: Won by a length, with three lengths between second and third. Time, 1min 35 4-5sec. <box>326 188 608 215</box>
result-line: 6—KINGFIELD, 9.3 (M'Crae) .. .. 3 <box>25 1927 226 1941</box>
entry-line: M. B. Edwards's b f Nelson Derby—Holly Bell. <box>326 1414 594 1427</box>
paragraph: Entering the straight Ayrmont Chimes led from Maurice Dillon and Netta Oro. Lily Harold came up fast and won by a neck, with a length between second and third. Time, 3min 19 4-5sec. <box>25 412 307 480</box>
sub-halfway-bush: MEET AT HALFWAY BUSH. <box>955 1482 1151 1497</box>
paragraph: The cases of 124 married women teachers in its employ were considered by the Auckland Education Board at a special meeting. It was decided that notices of dismissal within three months should be issued to 54, that cases of 58 should be deferred for further consideration, and that 12 should be permitted to remain in the service. The "board's action has been deemed necessary owing to the present state of unemployment among teachers," said the chairman. "Many young teachers are now in distressing circumstances and they require consideration. However, it has been the board's endeavour not to relieve distress by creating further distress through harsh measures." <box>1205 1221 1487 1423</box>
result-line: 9—SANDOWN, scr (Donald) .. .. .. 3 <box>25 937 232 951</box>
entry-line: R. M. Morten's g Rey de Oro—Bright Alice. <box>619 170 870 183</box>
sub-ajc: A.J.C. WINTER MEETING. <box>667 1737 853 1752</box>
heading-sapling: NEW ZEALAND SAPLING STAKES, <box>41 62 290 76</box>
heading-vrc: THE V.R.C. MEETING. <box>973 882 1133 897</box>
entry-line: M. B. Edwards's b f Nelson Bingen—Bertha Bingen. <box>326 1386 608 1413</box>
paragraph: Loving Cup, which ran second at Ellerslie to-day, was accidentally destroyed in mistake for Glen Maree, which injured itself so badly on Saturday that a veterinary surgeon ordered its destruction. It was a case of mistaken identity. Both horses were owned by Mr M. Wells, of Cambridge. <box>619 1367 901 1461</box>
heading-weights: WEIGHTS, ACCEPTANCES, ETC. <box>349 229 584 276</box>
heading-stewards: STEWARDS' HANDICAP, <box>78 485 253 500</box>
entry-line: P. Watson's ch c Travis Axworthy—Rosethorn. <box>619 85 884 99</box>
sub-maiden: About two miles and a-half. <box>92 1374 240 1387</box>
paragraph: Winter Handicap.—Sir Voyage 156yds. <box>630 1282 855 1296</box>
entry-line: G. M'Millan's ch f Wrack—Sea Pearl. <box>326 1343 539 1357</box>
